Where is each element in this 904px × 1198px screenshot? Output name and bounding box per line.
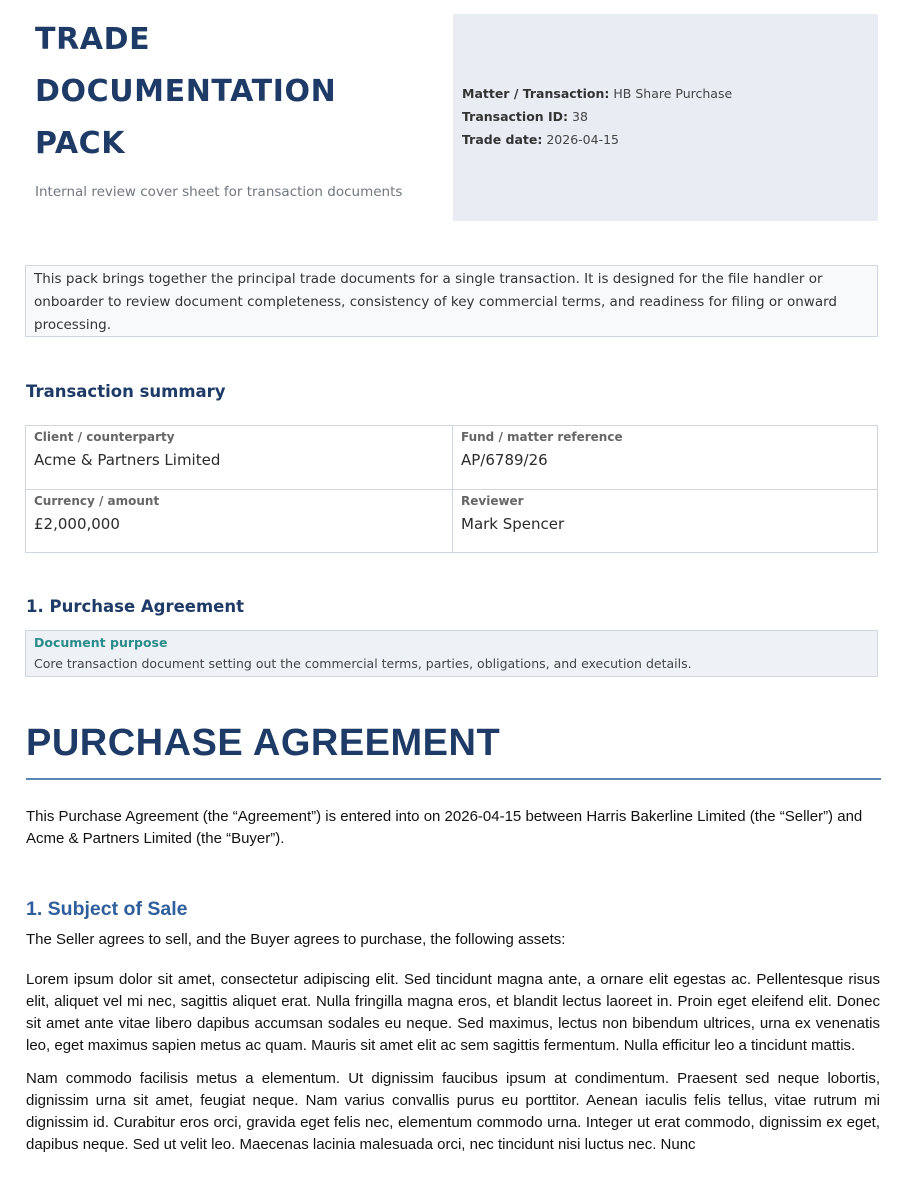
title-line: PACK <box>35 126 126 161</box>
transaction-id-value: 38 <box>572 109 588 124</box>
document-purpose-label: Document purpose <box>34 635 168 650</box>
client-label: Client / counterparty <box>34 430 175 444</box>
clause-1-heading: 1. Subject of Sale <box>26 898 188 920</box>
fund-label: Fund / matter reference <box>461 430 623 444</box>
summary-cell-client <box>26 426 452 489</box>
document-purpose-text: Core transaction document setting out the commercial terms, parties, obligations, and execution details. <box>34 656 692 671</box>
transaction-meta-box <box>453 14 878 221</box>
transaction-id-label: Transaction ID: <box>462 109 569 124</box>
summary-cell-fund <box>452 426 877 489</box>
title-divider <box>26 778 881 780</box>
title-line: TRADE <box>35 22 151 57</box>
title-line: DOCUMENTATION <box>35 74 337 109</box>
title-block <box>35 14 445 200</box>
agreement-title: PURCHASE AGREEMENT <box>26 722 501 764</box>
matter-row <box>462 82 878 105</box>
transaction-summary-heading: Transaction summary <box>26 382 226 401</box>
document-subtitle: Internal review cover sheet for transaction documents <box>35 184 403 200</box>
currency-value: £2,000,000 <box>34 515 120 533</box>
trade-date-value: 2026-04-15 <box>546 132 620 147</box>
reviewer-value: Mark Spencer <box>461 515 565 533</box>
document-title <box>35 14 445 170</box>
intro-note: This pack brings together the principal trade documents for a single transaction. It is designed for the file handler or onboarder to review document completeness, consistency of key commercial terms, and readiness for filing or onward processing. <box>25 265 878 337</box>
trade-date-label: Trade date: <box>462 132 543 147</box>
currency-label: Currency / amount <box>34 494 160 508</box>
transaction-id-row <box>462 105 878 128</box>
agreement-preamble: This Purchase Agreement (the “Agreement”) is entered into on 2026-04-15 between Harris Bakerline Limited (the “Seller”) and Acme & Partners Limited (the “Buyer”). <box>26 808 863 847</box>
matter-value: HB Share Purchase <box>613 86 733 101</box>
transaction-summary-table <box>25 425 878 553</box>
clause-1-intro: The Seller agrees to sell, and the Buyer agrees to purchase, the following assets: <box>26 931 566 948</box>
matter-label: Matter / Transaction: <box>462 86 610 101</box>
reviewer-label: Reviewer <box>461 494 524 508</box>
purchase-agreement-heading: 1. Purchase Agreement <box>26 597 245 616</box>
summary-cell-currency <box>26 489 452 552</box>
fund-value: AP/6789/26 <box>461 451 548 469</box>
summary-cell-reviewer <box>452 489 877 552</box>
body-paragraph: Lorem ipsum dolor sit amet, consectetur adipiscing elit. Sed tincidunt magna ante, a ornare elit egestas ac. Pellentesque risus elit, aliquet vel mi nec, sagittis aliquet erat. Nulla fringilla magna eros, et blandit lectus laoreet in. Proin eget eleifend elit. Donec sit amet ante vitae libero dapibus accumsan sodales eu neque. Sed maximus, lectus non bibendum ultrices, urna ex venenatis leo, eget maximus sapien metus ac quam. Mauris sit amet elit ac sem sagittis fermentum. Nulla efficitur leo a tincidunt mattis. <box>26 971 880 1054</box>
document-purpose-box <box>25 630 878 677</box>
body-paragraph: Nam commodo facilisis metus a elementum. Ut dignissim faucibus ipsum at condimentum. Praesent sed neque lobortis, dignissim urna sit amet, feugiat neque. Nam varius convallis purus eu porttitor. Aenean iaculis felis tellus, vitae rutrum mi dignissim id. Curabitur eros orci, gravida eget felis nec, elementum commodo urna. Integer ut erat commodo, dignissim ex eget, dapibus neque. Sed ut velit leo. Maecenas lacinia malesuada orci, nec tincidunt nisi luctus nec. Nunc <box>26 1070 880 1153</box>
client-value: Acme & Partners Limited <box>34 451 221 469</box>
trade-date-row <box>462 128 878 151</box>
